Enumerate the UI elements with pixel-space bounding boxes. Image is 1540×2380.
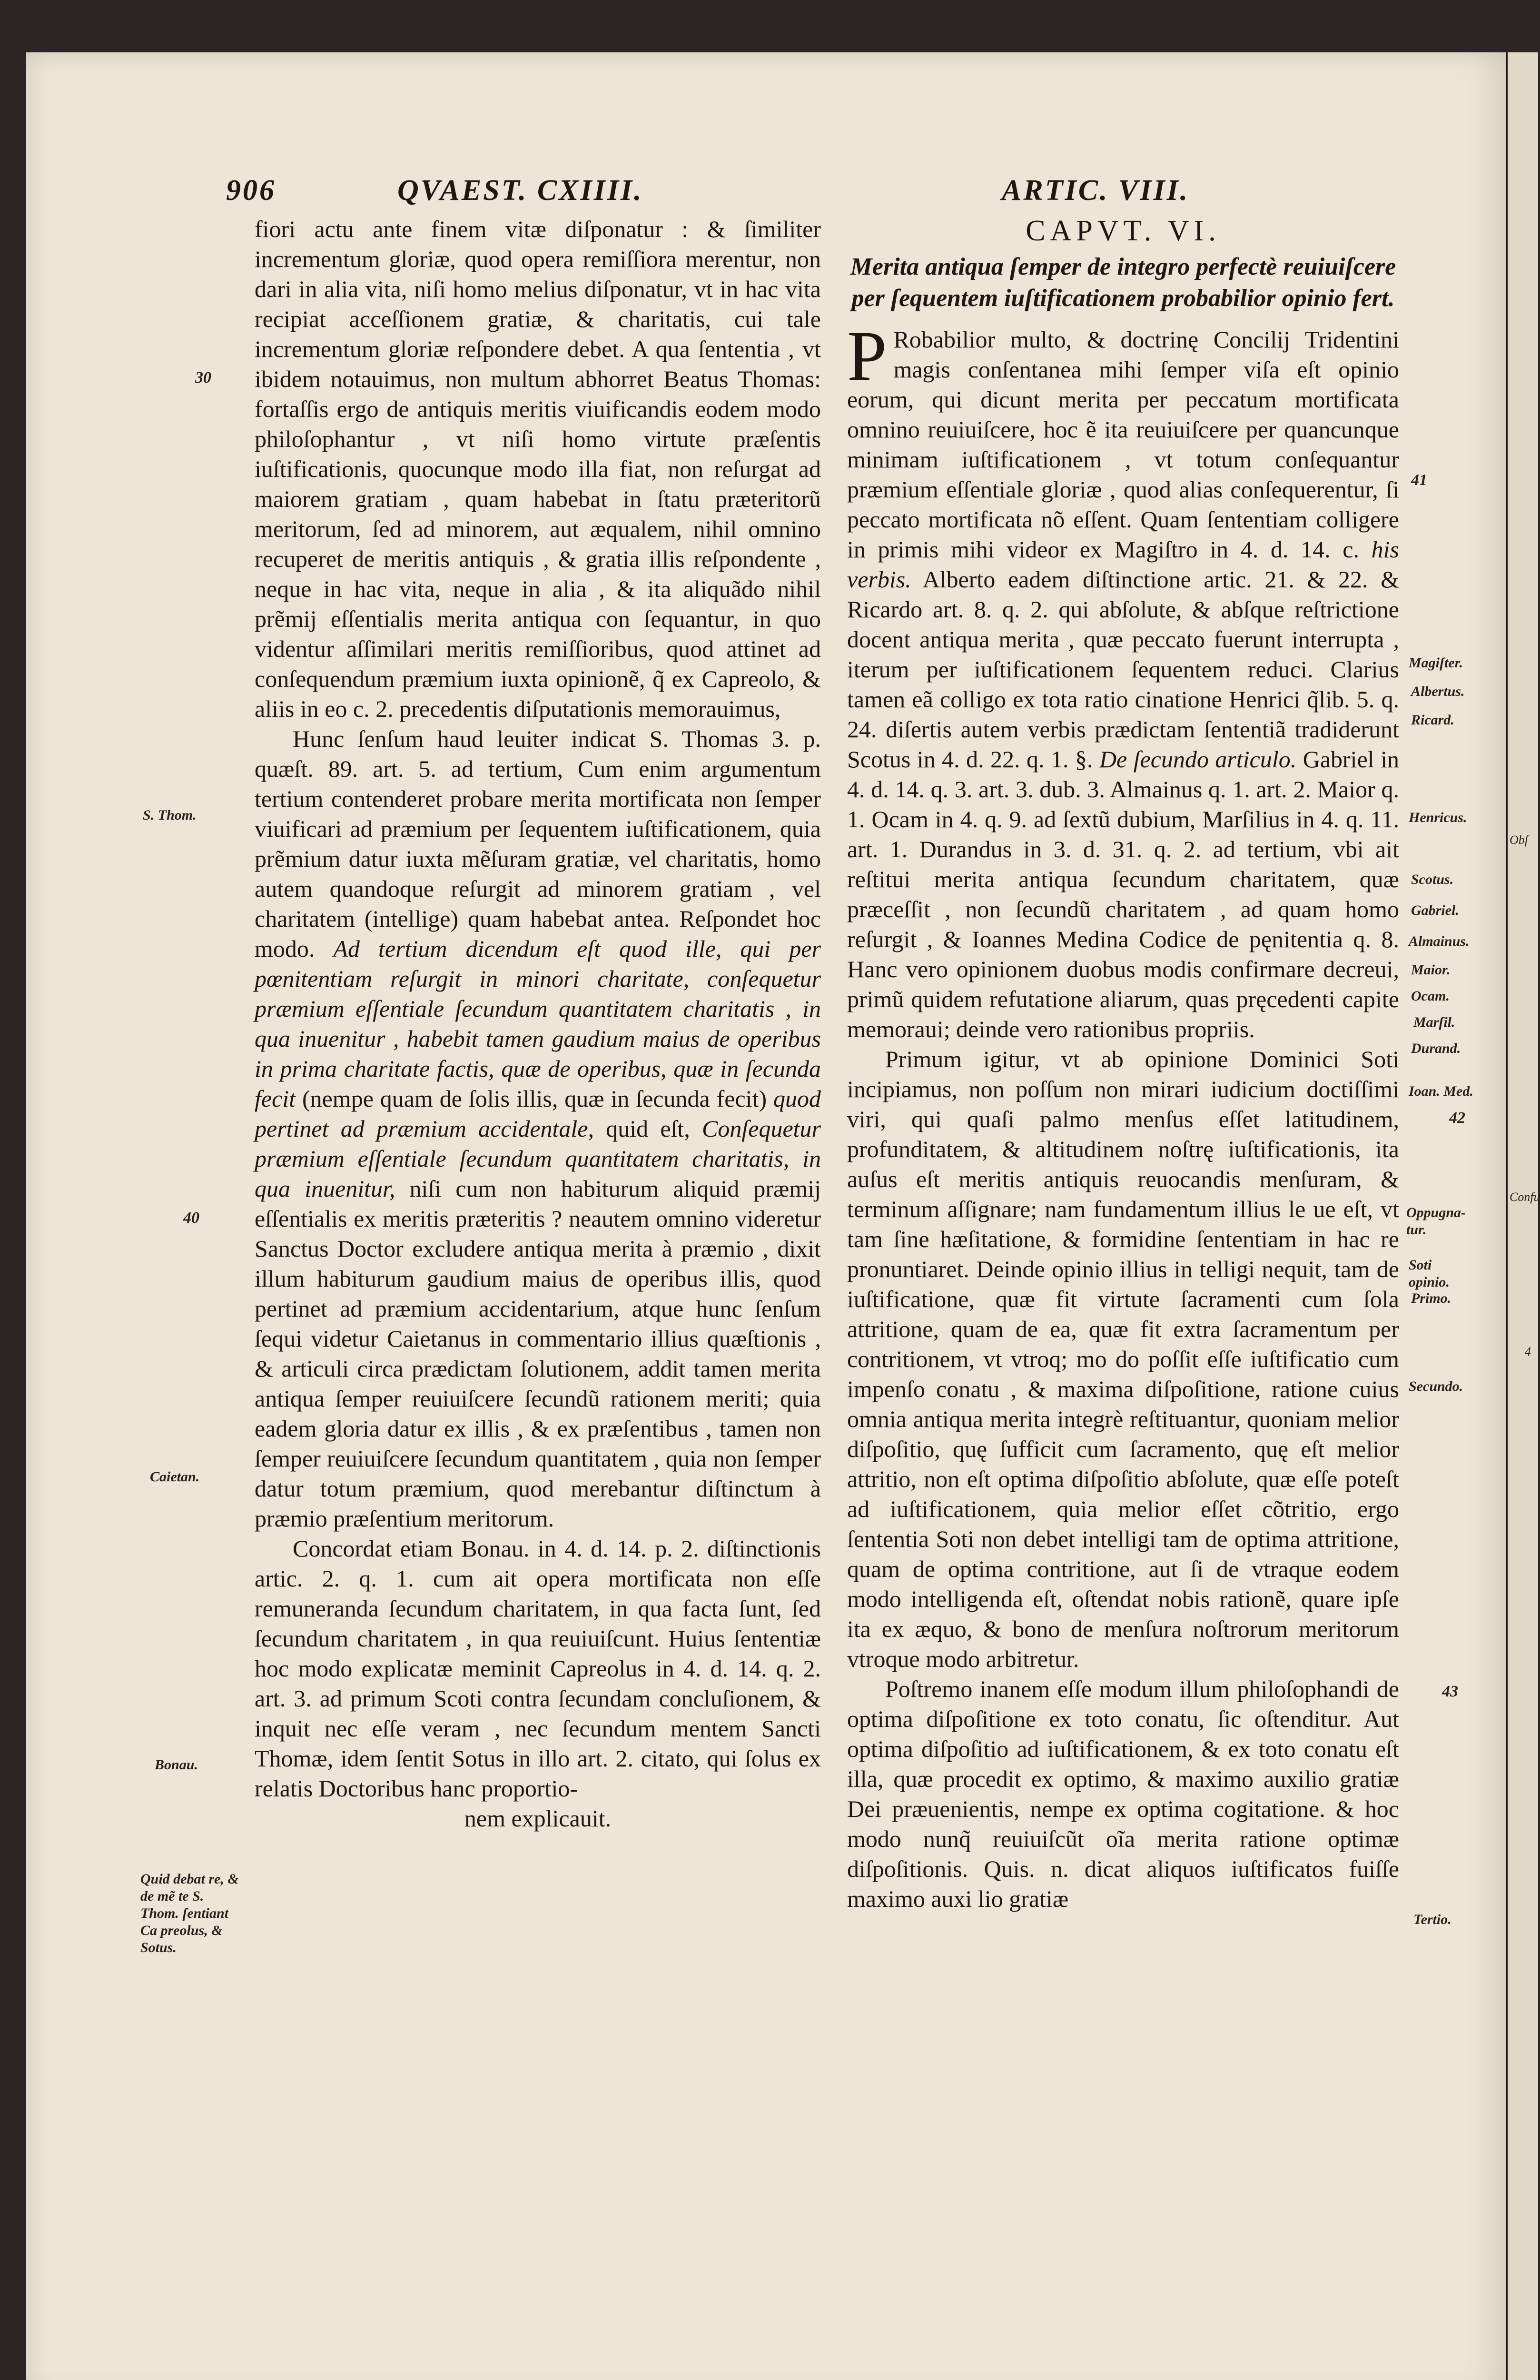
right-margin-note: Henricus.	[1409, 810, 1467, 825]
right-margin-note: Gabriel.	[1411, 902, 1459, 918]
right-margin-note: Maior.	[1411, 962, 1451, 978]
right-margin-note: Durand.	[1411, 1041, 1461, 1056]
left-text-column	[255, 214, 821, 1834]
right-text-column	[847, 214, 1399, 1914]
left-running-title: QVAEST. CXIIII.	[397, 174, 643, 207]
right-margin-note: Almainus.	[1409, 933, 1470, 949]
facing-page-fragment: 4	[1525, 1345, 1531, 1359]
right-margin-note: Secundo.	[1409, 1378, 1463, 1394]
right-margin-line-number: 43	[1442, 1683, 1458, 1700]
paragraph: P Robabilior multo, & doctrinę Concilij Tridentini magis conſentanea mihi ſemper viſa eſt opinio eorum, qui dicunt merita per peccatum mortificata omnino reuiuiſcere, hoc ẽ ita reuiuiſcere per quancunque minimam iuſtificationem , vt totum conſequantur præmium eſſentiale gloriæ , quod alias conſequerentur, ſi peccato mortificata nõ eſſent. Quam ſententiam colligere in primis mihi videor ex Magiſtro in 4. d. 14. c. his verbis. Alberto eadem diſtinctione artic. 21. & 22. & Ricardo art. 8. q. 2. qui abſolute, & abſque reſtrictione docent antiqua merita , quæ peccato fuerunt interrupta , iterum per iuſtificationem ſequentem reduci. Clarius tamen eã colligo ex tota ratio cinatione Henrici q̃lib. 5. q. 24. diſertis autem verbis prædictam ſententiã tradiderunt Scotus in 4. d. 22. q. 1. §. De ſecundo articulo. Gabriel in 4. d. 14. q. 3. art. 3. dub. 3. Almainus q. 1. art. 2. Maior q. 1. Ocam in 4. q. 9. ad ſextũ dubium, Marſilius in 4. q. 11. art. 1. Durandus in 3. d. 31. q. 2. ad tertium, vbi ait reſtitui merita antiqua ſecundum charitatem, quæ præceſſit , non ſecundũ charitatem , ad quam homo reſurgit , & Ioannes Medina Codice de pęnitentia q. 8. Hanc vero opinionem duobus modis confirmare decreui, primũ quidem refutatione aliarum, quas pręcedenti capite memoraui; deinde vero rationibus propriis.	[847, 317, 1400, 1042]
paragraph: Hunc ſenſum haud leuiter indicat S. Thomas 3. p. quæſt. 89. art. 5. ad tertium, Cum enim argumentum tertium contenderet probare merita mortificata non ſemper viuificari ad præmium per ſequentem iuſtificationem, quia prẽmium datur iuxta mẽſuram gratiæ, vel charitatis, homo autem quandoque reſurgit ad minorem gratiam , vel charitatem (intellige) quam habebat antea. Reſpondet hoc modo. Ad tertium dicendum eſt quod ille, qui per pœnitentiam reſurgit in minori charitate, conſequetur præmium eſſentiale ſecundum quantitatem charitatis , in qua inuenitur , habebit tamen gaudium maius de operibus in prima charitate factis, quæ de operibus, quæ in ſecunda fecit (nempe quam de ſolis illis, quæ in ſecunda fecit) quod pertinet ad præmium accidentale, quid eſt, Conſequetur præmium eſſentiale ſecundum quantitatem charitatis, in qua inuenitur, niſi cum non habiturum aliquid præmij eſſentialis ex meritis præteritis ? neautem omnino videretur Sanctus Doctor excludere antiqua merita à præmio , dixit illum habiturum gaudium maius de operibus illis, quod pertinet ad præmium accidentarium, atque hunc ſenſum ſequi videtur Caietanus in commentario illius quæſtionis , & articuli circa prædictam ſolutionem, addit tamen merita antiqua ſemper reuiuiſcere ſecundũ rationem meriti; quia eadem gloria datur ex illis , & ex præſentibus , tamen non ſemper reuiuiſcere ſecundum quantitatem , quia non ſemper datur totum præmium, quod merebantur diſtinctum à præmio præſentium meritorum.	[255, 725, 821, 1532]
left-margin-note-s-thom: S. Thom.	[143, 807, 197, 823]
chapter-title: CAPVT. VI.	[1026, 215, 1221, 247]
right-margin-note: Soti opinio.	[1409, 1257, 1450, 1290]
paragraph: Primum igitur, vt ab opinione Dominici Soti incipiamus, non poſſum non mirari iudicium doctiſſimi viri, qui quaſi palmo menſus eſſet latitudinem, profunditatem, & altitudinem noſtrę iuſtificationis, ita auſus eſt meritis antiquis reuocandis menſuram, & terminum aſſignare; nam fundamentum illius le ue eſt, vt tam ſine hæſitatione, & formidine ſententiam in hac re pronuntiaret. Deinde opinio illius in telligi nequit, tam de iuſtificatione, quæ fit virtute ſacramenti cum ſola attritione, quam de ea, quæ fit extra ſacramentum per contritionem, vt vtroq; mo do poſſit eſſe iuſtificatio cum impenſo conatu , & maxima diſpoſitione, ratione cuius omnia antiqua merita integrè reſtituantur, quoniam melior diſpoſitio, quę ſufficit cum ſacramento, quę eſt melior attritio, non eſt optima diſpoſitio abſolute, quæ eſſe poteſt ad iuſtificationem, quia melior eſſet cõtritio, ergo ſententia Soti non debet intelligi tam de optima attritione, quam de optima contritione, aut ſi de vtraque eodem modo intelligenda eſt, oſtendat nobis rationẽ, quare ipſe ita ex æquo, & bono de menſura noſtrorum meritorum vtroque modo arbitretur.	[847, 1046, 1399, 1672]
page-number: 906	[226, 174, 276, 207]
right-margin-note: Ioan. Med.	[1409, 1083, 1473, 1099]
facing-page-fragment: Obſ	[1510, 833, 1528, 847]
right-margin-line-number: 41	[1411, 471, 1427, 489]
right-margin-note: Albertus.	[1411, 684, 1465, 699]
right-margin-line-number: 42	[1449, 1109, 1465, 1127]
left-margin-note-quid: Quid debat re, & de mẽ te S. Thom. ſentiant Ca preolus, & Sotus.	[140, 1871, 239, 1955]
left-margin-note-caietan: Caietan.	[150, 1469, 200, 1485]
right-margin-note: Marſil.	[1413, 1014, 1455, 1030]
right-margin-note: Scotus.	[1411, 872, 1454, 887]
right-margin-note: Primo.	[1411, 1290, 1451, 1306]
right-margin-note: Magiſter.	[1409, 655, 1463, 671]
right-margin-note: Ricard.	[1411, 712, 1454, 728]
paragraph: Poſtremo inanem eſſe modum illum philoſophandi de optima diſpoſitione ex toto conatu, ſic oſtenditur. Aut optima diſpoſitio ad iuſtificationem, & ex toto conatu eſt illa, quæ procedit ex optimo, & maximo auxilio gratiæ Dei præuenientis, nempe ex optima cogitatione. & hoc modo nunq̃ reuiuiſcũt oĩa merita ratione optimæ diſpoſitionis. Quis. n. dicat aliquos iuſtificatos fuiſſe maximo auxi lio gratiæ	[847, 1676, 1399, 1912]
facing-page-edge	[1506, 52, 1538, 2380]
left-margin-line-number: 40	[183, 1209, 199, 1227]
right-margin-note: Ocam.	[1411, 988, 1450, 1004]
paragraph: fiori actu ante finem vitæ diſponatur : & ſimiliter incrementum gloriæ, quod opera remiſſiora merentur, non dari in alia vita, niſi homo melius diſponatur, vt in hac vita recipiat acceſſionem gratiæ, & charitatis, cui tale incrementum gloriæ reſpondere debet. A qua ſententia , vt ibidem notauimus, non multum abhorret Beatus Thomas: fortaſſis ergo de antiquis meritis viuificandis eodem modo philoſophantur , vt niſi homo virtute præſentis iuſtificationis, quocunque modo illa fiat, non reſurgat ad maiorem gratiam , quam habebat in ſtatu præteritorũ meritorum, ſed ad minorem, aut æqualem, nihil omnino recuperet de meritis antiquis , & gratia illis reſpondente , neque in hac vita, neque in alia , & ita aliquãdo nihil prẽmij eſſentialis merita antiqua con ſequantur, in quo videntur aſſimilari meritis remiſſioribus, quod attinet ad conſequendum præmium iuxta opinionẽ, q̃ ex Capreolo, & aliis in eo c. 2. precedentis diſputationis memorauimus,	[255, 216, 821, 722]
paragraph: Concordat etiam Bonau. in 4. d. 14. p. 2. diſtinctionis artic. 2. q. 1. cum ait opera mortificata non eſſe remuneranda ſecundum charitatem, in qua facta ſunt, ſed ſecundum charitatem , in qua reuiuiſcunt. Huius ſententiæ hoc modo explicatæ meminit Capreolus in 4. d. 14. q. 2. art. 3. ad primum Scoti contra ſecundam concluſionem, & inquit nec eſſe veram , nec ſecundum mentem Sancti Thomæ, idem ſentit Sotus in illo art. 2. citato, qui ſolus ex relatis Doctoribus hanc proportio-	[255, 1535, 821, 1802]
left-margin-line-number: 30	[195, 369, 211, 387]
right-running-title: ARTIC. VIII.	[1002, 174, 1190, 207]
chapter-summary: Merita antiqua ſemper de integro perfectè reuiuiſcere per ſequentem iuſtificationem probabilior opinio fert.	[850, 253, 1396, 312]
right-margin-note: Tertio.	[1413, 1912, 1451, 1927]
facing-page-fragment: Confu	[1510, 1190, 1540, 1204]
book-page	[26, 52, 1506, 2380]
right-margin-note: Oppugna-tur.	[1406, 1205, 1466, 1238]
left-margin-note-bonau: Bonau.	[155, 1757, 198, 1773]
drop-cap: P	[847, 317, 887, 396]
paragraph-tail: nem explicauit.	[464, 1805, 612, 1832]
